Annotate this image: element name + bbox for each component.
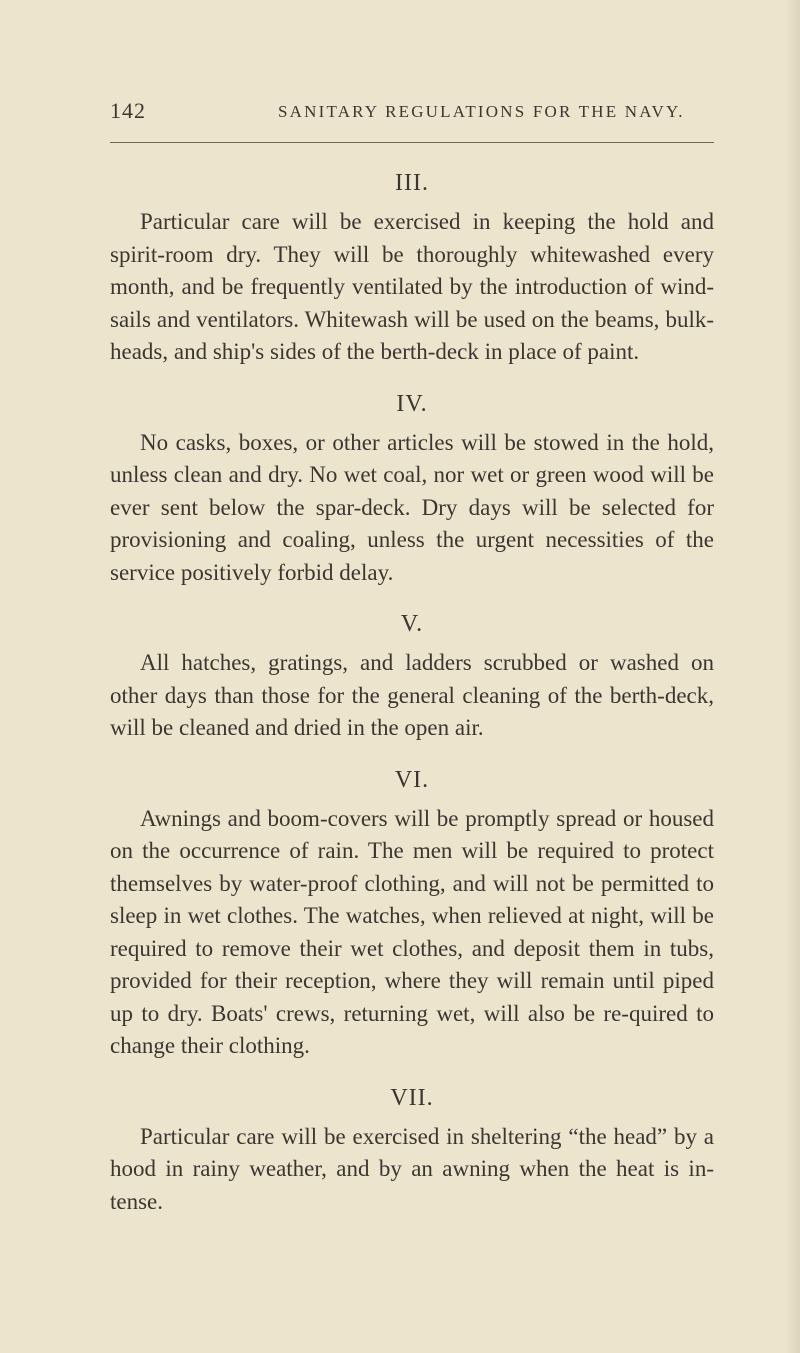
page-number: 142 (110, 98, 146, 123)
section-v (110, 609, 714, 745)
section-numeral: VI. (394, 766, 430, 793)
section-vi (110, 765, 714, 1063)
section-paragraph: Awnings and boom-covers will be promptly spread or housed on the occurrence of rain. The men will be required to protect themselves by water-proof clothing, and will not be permitted to sleep in wet clothes. The watches, when relieved at night, will be required to remove their wet clothes, and deposit them in tubs, provided for their reception, where they will remain until piped up to dry. Boats' crews, returning wet, will also be re-quired to change their clothing. (110, 805, 714, 1058)
section-paragraph: All hatches, gratings, and ladders scrubbed or washed on other days than those for the general cleaning of the berth-deck, will be cleaned and dried in the open air. (110, 650, 714, 740)
section-numeral: VII. (390, 1084, 434, 1111)
page-edge-shadow (786, 0, 800, 1353)
section-paragraph: Particular care will be exercised in keeping the hold and spirit-room dry. They will be thoroughly whitewashed every month, and be frequently ventilated by the introduction of wind-sails and ventilators. Whitewash will be used on the beams, bulk-heads, and ship's sides of the berth-deck in place of paint. (110, 209, 714, 364)
page-header (110, 98, 714, 134)
section-vii (110, 1083, 714, 1219)
header-rule (110, 142, 714, 143)
section-numeral: IV. (396, 390, 428, 417)
section-paragraph: No casks, boxes, or other articles will be stowed in the hold, unless clean and dry. No wet coal, nor wet or green wood will be ever sent below the spar-deck. Dry days will be selected for provisioning and coaling, unless the urgent necessities of the service positively forbid delay. (110, 429, 714, 585)
section-numeral: III. (395, 170, 429, 196)
page-body (110, 168, 714, 1238)
section-paragraph: Particular care will be exercised in sheltering “the head” by a hood in rainy weather, and by an awning when the heat is in-tense. (110, 1123, 714, 1214)
section-iii (110, 168, 714, 369)
section-numeral: V. (400, 611, 424, 637)
section-iv (110, 389, 714, 590)
running-head: SANITARY REGULATIONS FOR THE NAVY. (278, 102, 685, 121)
